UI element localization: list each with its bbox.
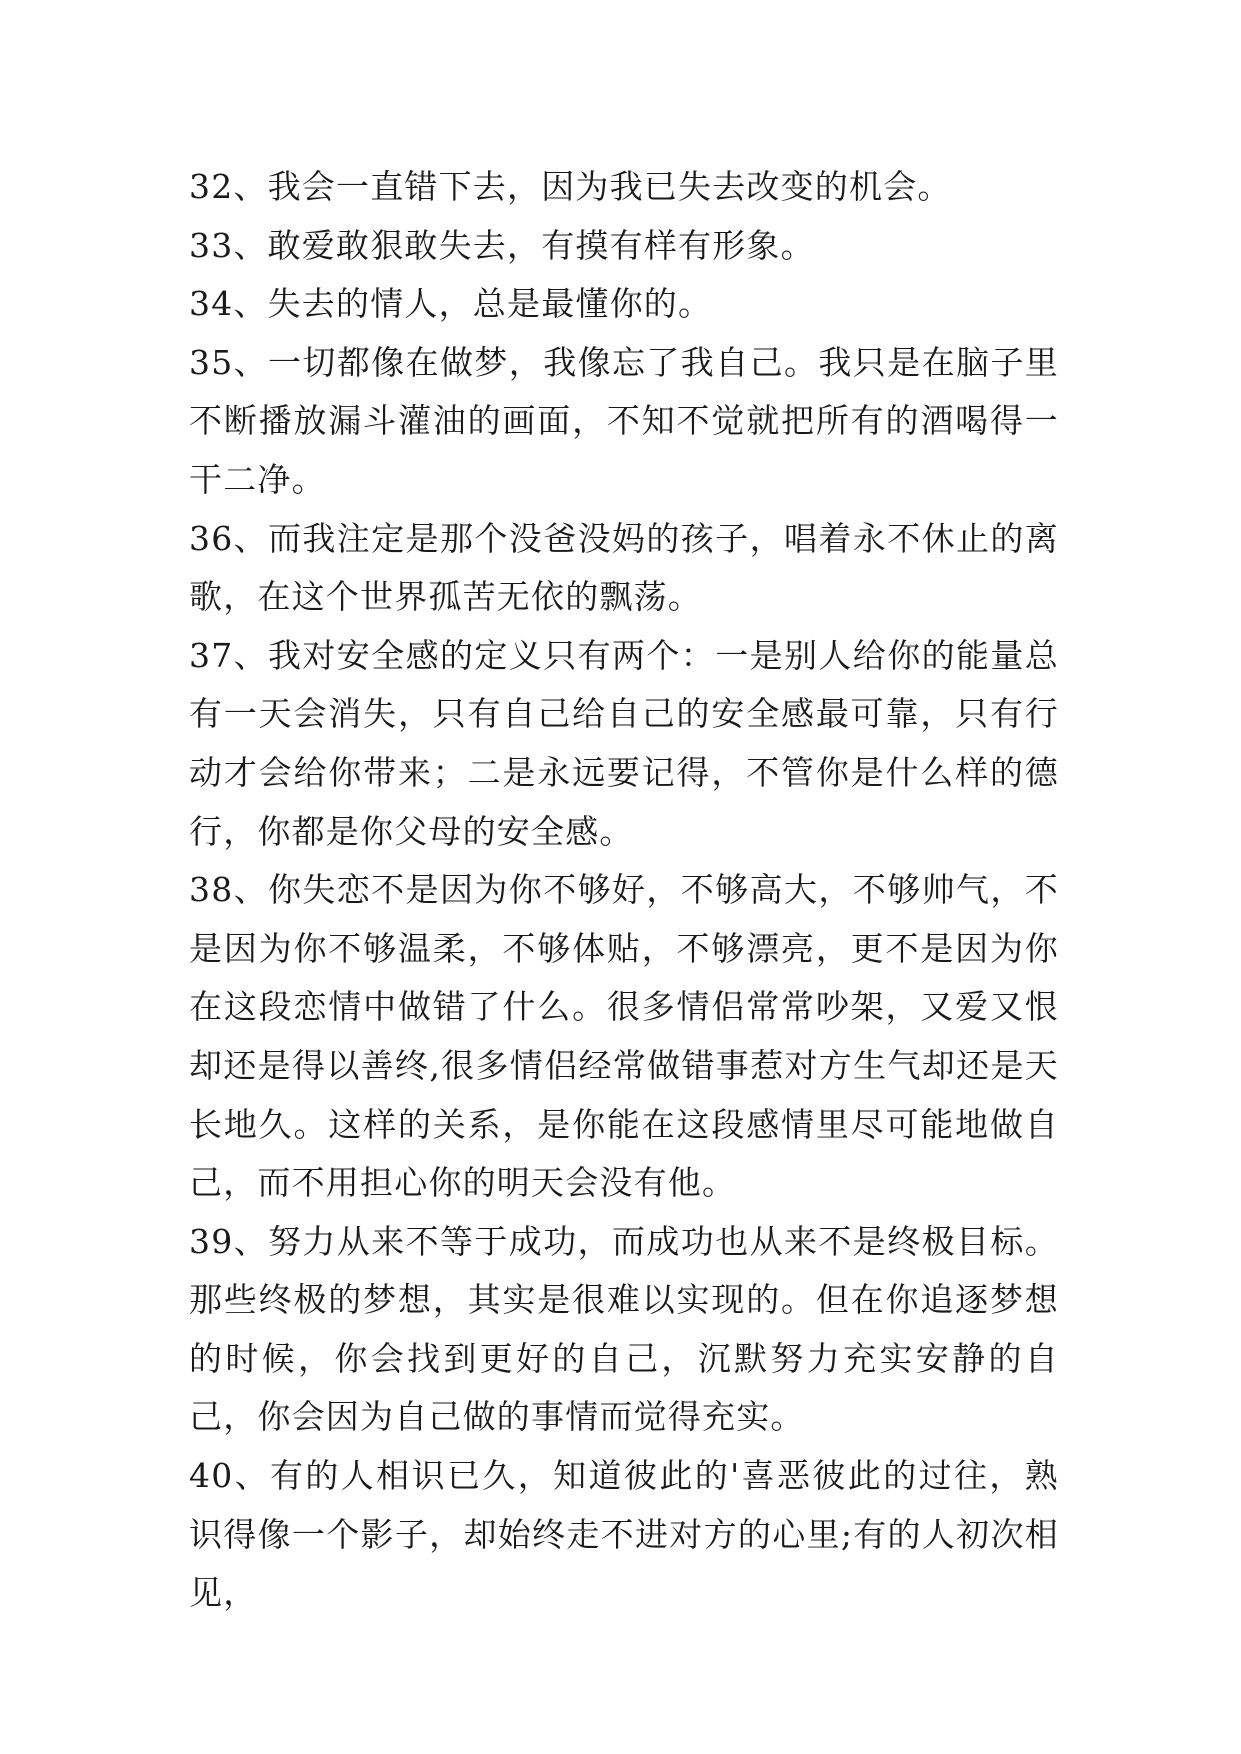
document-body bbox=[189, 158, 1059, 1623]
paragraph-36: 36、而我注定是那个没爸没妈的孩子，唱着永不休止的离歌，在这个世界孤苦无依的飘荡。 bbox=[189, 518, 1059, 617]
paragraph-39: 39、努力从来不等于成功，而成功也从来不是终极目标。那些终极的梦想，其实是很难以实现的。但在你追逐梦想的时候，你会找到更好的自己，沉默努力充实安静的自己，你会因为自己做的事情而觉得充实。 bbox=[189, 1221, 1059, 1437]
paragraph-32: 32、我会一直错下去，因为我已失去改变的机会。 bbox=[189, 167, 952, 206]
paragraph-33: 33、敢爱敢狠敢失去，有摸有样有形象。 bbox=[189, 225, 815, 265]
paragraph-37: 37、我对安全感的定义只有两个：一是别人给你的能量总有一天会消失，只有自己给自己的安全感最可靠，只有行动才会给你带来；二是永远要记得，不管你是什么样的德行，你都是你父母的安全感。 bbox=[189, 635, 1059, 851]
paragraph-38: 38、你失恋不是因为你不够好，不够高大，不够帅气，不是因为你不够温柔，不够体贴，不够漂亮，更不是因为你在这段恋情中做错了什么。很多情侣常常吵架，又爱又恨却还是得以善终,很多情侣经常做错事惹对方生气却还是天长地久。这样的关系，是你能在这段感情里尽可能地做自己，而不用担心你的明天会没有他。 bbox=[189, 870, 1059, 1203]
paragraph-34: 34、失去的情人，总是最懂你的。 bbox=[189, 284, 713, 324]
paragraph-40: 40、有的人相识已久，知道彼此的'喜恶彼此的过往，熟识得像一个影子，却始终走不进对方的心里;有的人初次相见， bbox=[189, 1456, 1059, 1613]
paragraph-35: 35、一切都像在做梦，我像忘了我自己。我只是在脑子里不断播放漏斗灌油的画面，不知不觉就把所有的酒喝得一干二净。 bbox=[189, 342, 1059, 499]
